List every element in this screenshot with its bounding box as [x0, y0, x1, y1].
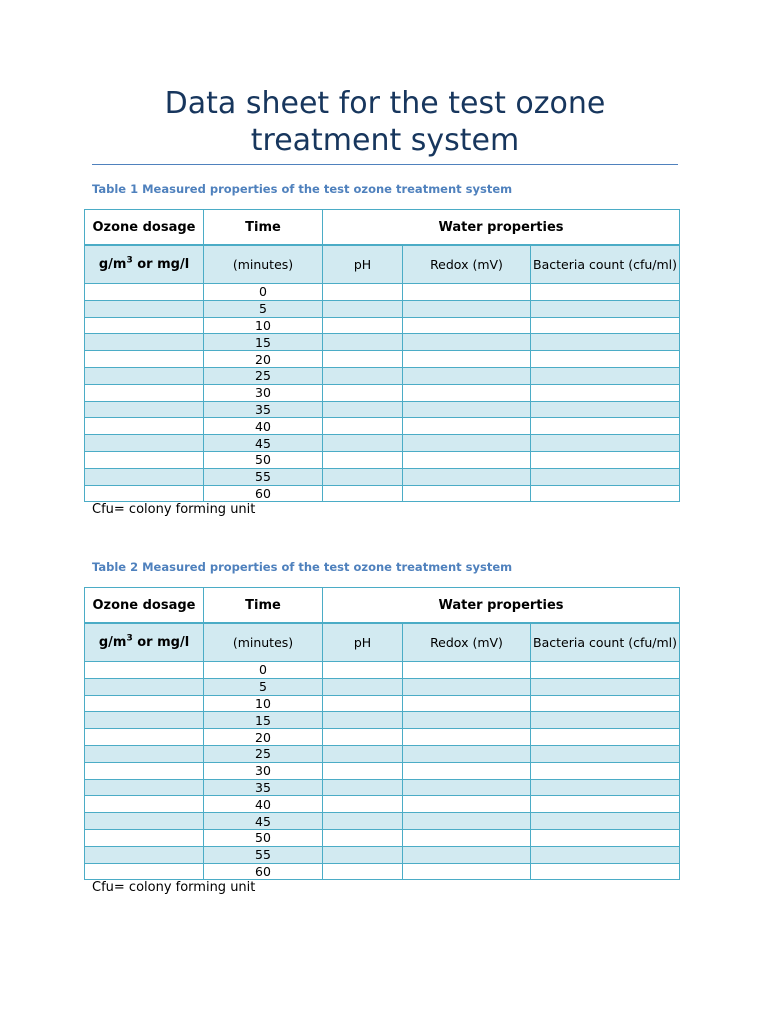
- cell-ozone-dosage: [85, 367, 204, 384]
- cell-ozone-dosage: [85, 678, 204, 695]
- table-2-footnote: Cfu= colony forming unit: [92, 880, 256, 895]
- cell-time: 35: [204, 401, 323, 418]
- cell-bacteria-count: [531, 401, 680, 418]
- cell-bacteria-count: [531, 317, 680, 334]
- cell-redox: [403, 745, 531, 762]
- cell-redox: [403, 334, 531, 351]
- cell-bacteria-count: [531, 695, 680, 712]
- cell-time: 55: [204, 846, 323, 863]
- header-redox: Redox (mV): [403, 245, 531, 284]
- cell-ph: [323, 367, 403, 384]
- cell-bacteria-count: [531, 451, 680, 468]
- cell-redox: [403, 863, 531, 880]
- cell-bacteria-count: [531, 813, 680, 830]
- cell-time: 0: [204, 284, 323, 301]
- cell-time: 15: [204, 712, 323, 729]
- cell-ph: [323, 678, 403, 695]
- cell-time: 10: [204, 317, 323, 334]
- cell-ph: [323, 401, 403, 418]
- table-row: [85, 284, 680, 301]
- cell-ozone-dosage: [85, 485, 204, 502]
- header-water-properties: Water properties: [323, 210, 680, 246]
- cell-ozone-dosage: [85, 762, 204, 779]
- cell-bacteria-count: [531, 418, 680, 435]
- header-time: Time: [204, 210, 323, 246]
- cell-time: 55: [204, 468, 323, 485]
- cell-time: 45: [204, 435, 323, 452]
- cell-redox: [403, 351, 531, 368]
- table-row: [85, 762, 680, 779]
- cell-ph: [323, 451, 403, 468]
- cell-ph: [323, 745, 403, 762]
- cell-redox: [403, 695, 531, 712]
- table-1-caption: Table 1 Measured properties of the test ozone treatment system: [92, 182, 513, 196]
- cell-time: 40: [204, 418, 323, 435]
- cell-bacteria-count: [531, 762, 680, 779]
- header-ph: pH: [323, 623, 403, 662]
- cell-redox: [403, 468, 531, 485]
- header-ph: pH: [323, 245, 403, 284]
- cell-redox: [403, 451, 531, 468]
- cell-bacteria-count: [531, 334, 680, 351]
- cell-redox: [403, 317, 531, 334]
- cell-redox: [403, 678, 531, 695]
- cell-bacteria-count: [531, 367, 680, 384]
- cell-redox: [403, 712, 531, 729]
- header-time-unit: (minutes): [204, 623, 323, 662]
- cell-redox: [403, 367, 531, 384]
- cell-redox: [403, 300, 531, 317]
- cell-ph: [323, 662, 403, 679]
- cell-bacteria-count: [531, 384, 680, 401]
- cell-redox: [403, 779, 531, 796]
- table-row: [85, 435, 680, 452]
- cell-redox: [403, 762, 531, 779]
- header-ozone-unit: $g/m^3$ or mg/l: [85, 245, 204, 284]
- cell-bacteria-count: [531, 678, 680, 695]
- cell-ph: [323, 846, 403, 863]
- cell-ph: [323, 300, 403, 317]
- cell-bacteria-count: [531, 435, 680, 452]
- cell-redox: [403, 485, 531, 502]
- cell-ozone-dosage: [85, 384, 204, 401]
- header-ozone-dosage: Ozone dosage: [85, 210, 204, 246]
- cell-time: 45: [204, 813, 323, 830]
- cell-ozone-dosage: [85, 662, 204, 679]
- table-row: [85, 662, 680, 679]
- header-bacteria-count: Bacteria count (cfu/ml): [531, 623, 680, 662]
- table-row: [85, 796, 680, 813]
- header-time-unit: (minutes): [204, 245, 323, 284]
- cell-ozone-dosage: [85, 435, 204, 452]
- table-row: [85, 334, 680, 351]
- cell-time: 20: [204, 351, 323, 368]
- cell-ozone-dosage: [85, 284, 204, 301]
- header-redox: Redox (mV): [403, 623, 531, 662]
- cell-ozone-dosage: [85, 401, 204, 418]
- cell-bacteria-count: [531, 284, 680, 301]
- table-row: [85, 418, 680, 435]
- cell-ph: [323, 779, 403, 796]
- table-header-row: [85, 210, 680, 246]
- cell-time: 25: [204, 367, 323, 384]
- cell-ozone-dosage: [85, 695, 204, 712]
- cell-ph: [323, 712, 403, 729]
- cell-ozone-dosage: [85, 796, 204, 813]
- cell-time: 5: [204, 678, 323, 695]
- table-1-footnote: Cfu= colony forming unit: [92, 502, 256, 517]
- cell-ph: [323, 418, 403, 435]
- cell-time: 30: [204, 762, 323, 779]
- page-title: Data sheet for the test ozone treatment system: [164, 86, 606, 158]
- cell-bacteria-count: [531, 300, 680, 317]
- header-time: Time: [204, 588, 323, 624]
- header-ozone-dosage: Ozone dosage: [85, 588, 204, 624]
- cell-ozone-dosage: [85, 712, 204, 729]
- cell-time: 30: [204, 384, 323, 401]
- cell-bacteria-count: [531, 846, 680, 863]
- cell-time: 10: [204, 695, 323, 712]
- cell-bacteria-count: [531, 729, 680, 746]
- cell-bacteria-count: [531, 351, 680, 368]
- header-water-properties: Water properties: [323, 588, 680, 624]
- table-1: [84, 209, 680, 502]
- cell-redox: [403, 435, 531, 452]
- table-row: [85, 813, 680, 830]
- cell-redox: [403, 418, 531, 435]
- cell-time: 25: [204, 745, 323, 762]
- cell-bacteria-count: [531, 863, 680, 880]
- cell-bacteria-count: [531, 829, 680, 846]
- cell-time: 50: [204, 451, 323, 468]
- cell-ph: [323, 796, 403, 813]
- cell-ozone-dosage: [85, 829, 204, 846]
- cell-ozone-dosage: [85, 351, 204, 368]
- cell-ph: [323, 829, 403, 846]
- cell-ozone-dosage: [85, 846, 204, 863]
- cell-ozone-dosage: [85, 745, 204, 762]
- table-2-caption: Table 2 Measured properties of the test ozone treatment system: [92, 560, 513, 574]
- cell-bacteria-count: [531, 796, 680, 813]
- cell-time: 50: [204, 829, 323, 846]
- cell-ozone-dosage: [85, 451, 204, 468]
- table-subheader-row: [85, 245, 680, 284]
- cell-time: 15: [204, 334, 323, 351]
- cell-ph: [323, 762, 403, 779]
- cell-ozone-dosage: [85, 334, 204, 351]
- cell-time: 60: [204, 863, 323, 880]
- table-subheader-row: [85, 623, 680, 662]
- cell-redox: [403, 384, 531, 401]
- table-row: [85, 351, 680, 368]
- table-row: [85, 863, 680, 880]
- table-row: [85, 779, 680, 796]
- cell-time: 0: [204, 662, 323, 679]
- cell-ph: [323, 284, 403, 301]
- cell-ozone-dosage: [85, 317, 204, 334]
- table-row: [85, 451, 680, 468]
- cell-ph: [323, 729, 403, 746]
- cell-ozone-dosage: [85, 468, 204, 485]
- cell-time: 60: [204, 485, 323, 502]
- cell-ozone-dosage: [85, 300, 204, 317]
- title-divider: [92, 164, 678, 165]
- cell-bacteria-count: [531, 485, 680, 502]
- cell-ph: [323, 695, 403, 712]
- table-row: [85, 678, 680, 695]
- cell-time: 35: [204, 779, 323, 796]
- cell-ph: [323, 384, 403, 401]
- table-header-row: [85, 588, 680, 624]
- table-row: [85, 729, 680, 746]
- cell-ph: [323, 351, 403, 368]
- cell-redox: [403, 284, 531, 301]
- cell-redox: [403, 662, 531, 679]
- table-row: [85, 367, 680, 384]
- table-row: [85, 485, 680, 502]
- cell-redox: [403, 729, 531, 746]
- cell-time: 20: [204, 729, 323, 746]
- cell-ozone-dosage: [85, 418, 204, 435]
- cell-ph: [323, 485, 403, 502]
- table-row: [85, 401, 680, 418]
- cell-bacteria-count: [531, 468, 680, 485]
- cell-ph: [323, 813, 403, 830]
- cell-redox: [403, 401, 531, 418]
- header-bacteria-count: Bacteria count (cfu/ml): [531, 245, 680, 284]
- cell-redox: [403, 796, 531, 813]
- cell-ozone-dosage: [85, 729, 204, 746]
- cell-redox: [403, 813, 531, 830]
- cell-ozone-dosage: [85, 863, 204, 880]
- cell-ph: [323, 863, 403, 880]
- cell-bacteria-count: [531, 662, 680, 679]
- table-2: [84, 587, 680, 880]
- cell-ph: [323, 435, 403, 452]
- table-row: [85, 712, 680, 729]
- table-row: [85, 745, 680, 762]
- table-row: [85, 695, 680, 712]
- cell-ozone-dosage: [85, 779, 204, 796]
- table-row: [85, 829, 680, 846]
- cell-time: 40: [204, 796, 323, 813]
- table-row: [85, 300, 680, 317]
- cell-redox: [403, 829, 531, 846]
- cell-bacteria-count: [531, 779, 680, 796]
- cell-redox: [403, 846, 531, 863]
- table-row: [85, 468, 680, 485]
- table-row: [85, 846, 680, 863]
- table-row: [85, 317, 680, 334]
- header-ozone-unit: $g/m^3$ or mg/l: [85, 623, 204, 662]
- cell-ph: [323, 334, 403, 351]
- cell-ph: [323, 317, 403, 334]
- cell-bacteria-count: [531, 712, 680, 729]
- cell-ph: [323, 468, 403, 485]
- cell-bacteria-count: [531, 745, 680, 762]
- cell-ozone-dosage: [85, 813, 204, 830]
- table-row: [85, 384, 680, 401]
- cell-time: 5: [204, 300, 323, 317]
